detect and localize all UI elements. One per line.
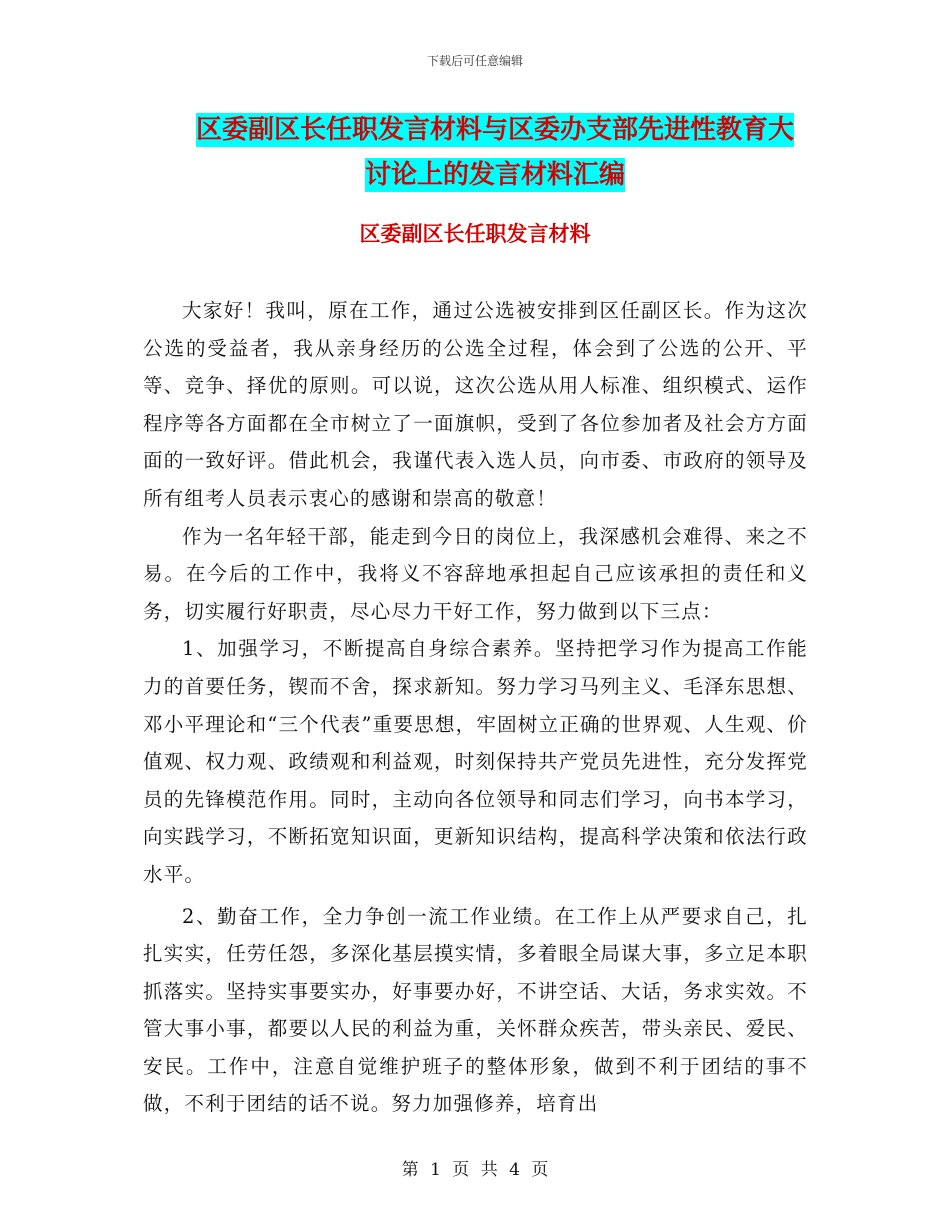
- section-title: 区委副区长任职发言材料: [359, 222, 591, 246]
- paragraph-point-2: 2、勤奋工作，全力争创一流工作业绩。在工作上从严要求自己，扎扎实实，任劳任怨，多深化基层摸实情，多着眼全局谋大事，多立足本职抓落实。坚持实事要实办，好事要办好，不讲空话、大话，务求实效。不管大事小事，都要以人民的利益为重，关怀群众疾苦，带头亲民、爱民、安民。工作中，注意自觉维护班子的整体形象，做到不利于团结的事不做，不利于团结的话不说。努力加强修养，培育出: [143, 904, 808, 1116]
- body-text: [143, 292, 808, 1123]
- document-title-line-1: [150, 105, 840, 155]
- paragraph-intro: 大家好！我叫，原在工作，通过公选被安排到区任副区长。作为这次公选的受益者，我从亲身经历的公选全过程，体会到了公选的公开、平等、竞争、择优的原则。可以说，这次公选从用人标准、组织模式、运作程序等各方面都在全市树立了一面旗帜，受到了各位参加者及社会方方面面的一致好评。借此机会，我谨代表入选人员，向市委、市政府的领导及所有组考人员表示衷心的感谢和崇高的敬意！: [143, 299, 808, 510]
- header-note: 下载后可任意编辑: [426, 54, 523, 68]
- document-title-line-2: [150, 150, 840, 200]
- title-highlight-2: 讨论上的发言材料汇编: [364, 160, 625, 190]
- page-number-footer: 第 1 页 共 4 页: [401, 1160, 549, 1180]
- paragraph-commitment: 作为一名年轻干部，能走到今日的岗位上，我深感机会难得、来之不易。在今后的工作中，我将义不容辞地承担起自己应该承担的责任和义务，切实履行好职责，尽心尽力干好工作，努力做到以下三点：: [143, 524, 808, 623]
- title-highlight-1: 区委副区长任职发言材料与区委办支部先进性教育大: [195, 115, 794, 145]
- paragraph-point-1: 1、加强学习，不断提高自身综合素养。坚持把学习作为提高工作能力的首要任务，锲而不舍，探求新知。努力学习马列主义、毛泽东思想、邓小平理论和“三个代表”重要思想，牢固树立正确的世界观、人生观、价值观、权力观、政绩观和利益观，时刻保持共产党员先进性，充分发挥党员的先锋模范作用。同时，主动向各位领导和同志们学习，向书本学习，向实践学习，不断拓宽知识面，更新知识结构，提高科学决策和依法行政水平。: [143, 637, 808, 886]
